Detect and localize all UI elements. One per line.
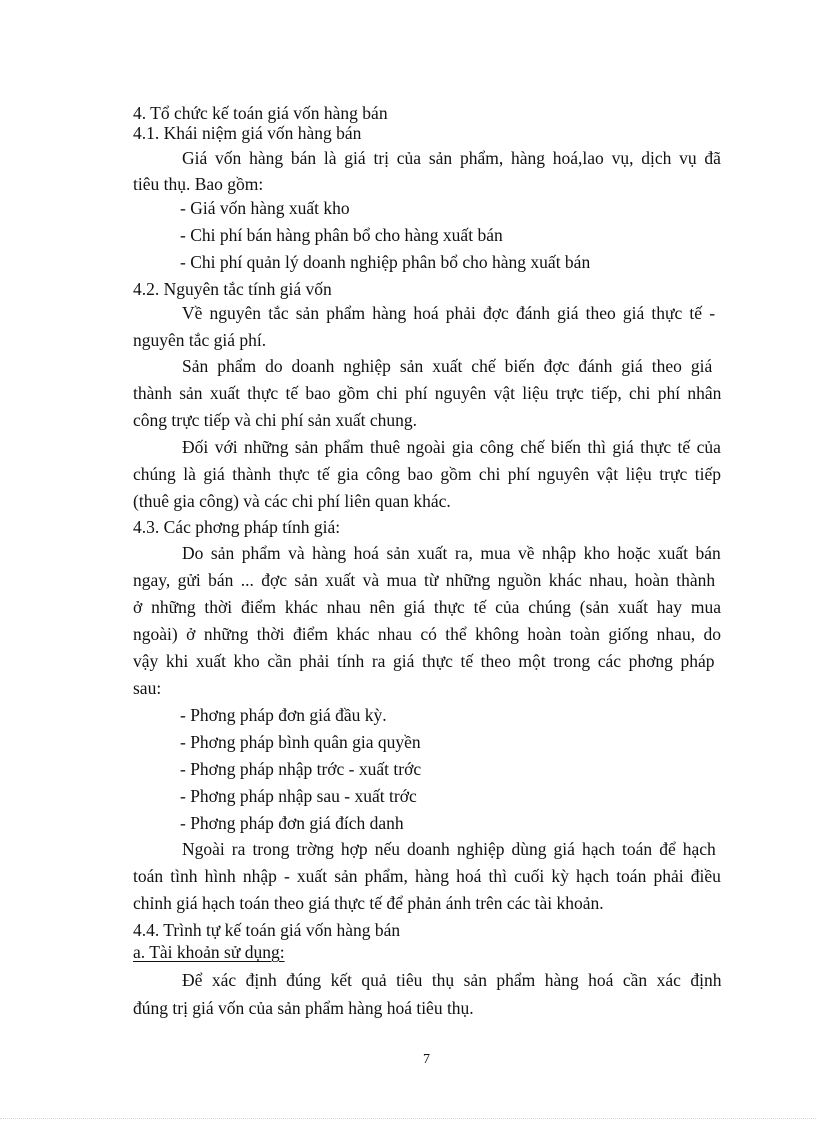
paragraph-line: ngay, gửi bán ... đợc sản xuất và mua từ những nguồn khác nhau, hoàn thành [133, 570, 716, 590]
list-item: - Phơng pháp nhập sau - xuất trớc [180, 786, 417, 806]
page-number: 7 [423, 1052, 430, 1067]
paragraph-line: vậy khi xuất kho cần phải tính ra giá thực tế theo một trong các phơng pháp [133, 651, 715, 671]
paragraph-line: ở những thời điểm khác nhau nên giá thực tế của chúng (sản xuất hay mua [133, 597, 722, 617]
paragraph-line: Sản phẩm do doanh nghiệp sản xuất chế biến đợc đánh giá theo giá [182, 356, 713, 376]
paragraph-line: sau: [133, 678, 162, 698]
paragraph-line: tiêu thụ. Bao gồm: [133, 174, 264, 194]
paragraph-line: Giá vốn hàng bán là giá trị của sản phẩm, hàng hoá,lao vụ, dịch vụ đã [182, 148, 721, 168]
paragraph-line: nguyên tắc giá phí. [133, 330, 267, 350]
paragraph-line: Đối với những sản phẩm thuê ngoài gia công chế biến thì giá thực tế của [182, 437, 721, 457]
section-4-2-title: 4.2. Nguyên tắc tính giá vốn [133, 279, 332, 299]
page-bottom-divider [0, 1118, 816, 1119]
section-4-4-title: 4.4. Trình tự kế toán giá vốn hàng bán [133, 920, 401, 940]
section-4-3-title: 4.3. Các phơng pháp tính giá: [133, 517, 341, 537]
section-4-1-title: 4.1. Khái niệm giá vốn hàng bán [133, 123, 362, 143]
paragraph-line: Về nguyên tắc sản phẩm hàng hoá phải đợc đánh giá theo giá thực tế - [182, 303, 716, 323]
paragraph-line: Ngoài ra trong trờng hợp nếu doanh nghiệp dùng giá hạch toán để hạch [182, 839, 716, 859]
paragraph-line: Để xác định đúng kết quả tiêu thụ sản phẩm hàng hoá cần xác định [182, 970, 722, 990]
paragraph-line: chúng là giá thành thực tế gia công bao gồm chi phí nguyên vật liệu trực tiếp [133, 464, 721, 484]
paragraph-line: thành sản xuất thực tế bao gồm chi phí nguyên vật liệu trực tiếp, chi phí nhân [133, 383, 722, 403]
list-item: - Phơng pháp nhập trớc - xuất trớc [180, 759, 422, 779]
list-item: - Phơng pháp đơn giá đích danh [180, 813, 404, 833]
section-4-title: 4. Tổ chức kế toán giá vốn hàng bán [133, 103, 388, 123]
list-item: - Phơng pháp đơn giá đầu kỳ. [180, 705, 387, 725]
subsection-a-title: a. Tài khoản sử dụng: [133, 942, 285, 962]
paragraph-line: ngoài) ở những thời điểm khác nhau có thể không hoàn toàn giống nhau, do [133, 624, 722, 644]
paragraph-line: toán tình hình nhập - xuất sản phẩm, hàng hoá thì cuối kỳ hạch toán phải điều [133, 866, 721, 886]
paragraph-line: (thuê gia công) và các chi phí liên quan khác. [133, 491, 451, 511]
list-item: - Chi phí quản lý doanh nghiệp phân bổ cho hàng xuất bán [180, 252, 591, 272]
list-item: - Phơng pháp bình quân gia quyền [180, 732, 421, 752]
list-item: - Giá vốn hàng xuất kho [180, 198, 350, 218]
paragraph-line: Do sản phẩm và hàng hoá sản xuất ra, mua về nhập kho hoặc xuất bán [182, 543, 721, 563]
paragraph-line: chỉnh giá hạch toán theo giá thực tế để phản ánh trên các tài khoản. [133, 893, 604, 913]
list-item: - Chi phí bán hàng phân bổ cho hàng xuất bán [180, 225, 503, 245]
paragraph-line: công trực tiếp và chi phí sản xuất chung. [133, 410, 418, 430]
paragraph-line: đúng trị giá vốn của sản phẩm hàng hoá tiêu thụ. [133, 998, 474, 1018]
